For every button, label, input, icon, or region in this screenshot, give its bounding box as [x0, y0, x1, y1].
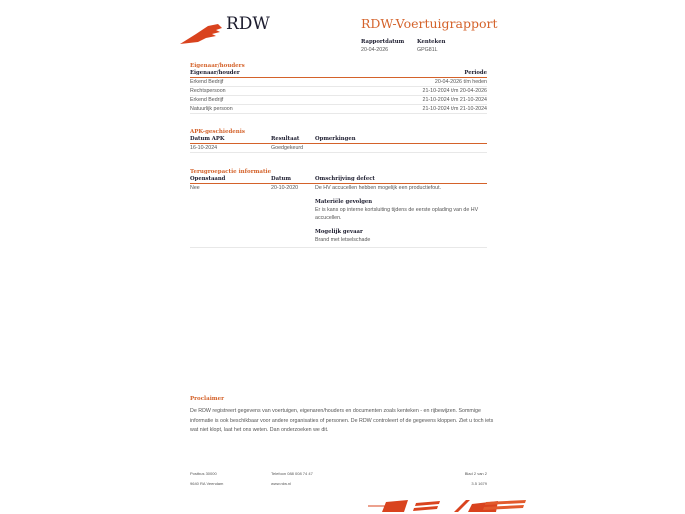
apk-title: APK-geschiedenis	[190, 129, 245, 135]
owner: Erkend Bedrijf	[190, 97, 224, 103]
recall-title: Terugroepactie informatie	[190, 169, 272, 175]
footer-page: Blad 2 van 2	[464, 471, 487, 476]
report-date: 20-04-2026	[361, 47, 389, 53]
period: 21-10-2024 t/m 21-10-2024	[422, 106, 487, 112]
logo-text: RDW	[226, 14, 270, 34]
recall-section	[190, 169, 487, 248]
recall-open: Nee	[190, 185, 200, 191]
recall-date: 20-10-2020	[271, 185, 299, 191]
apk-result: Goedgekeurd	[271, 145, 304, 151]
disclaimer-title: Proclaimer	[190, 396, 225, 402]
col-date: Datum	[271, 176, 291, 182]
col-notes: Opmerkingen	[315, 136, 356, 142]
col-result: Resultaat	[271, 136, 300, 142]
footer-web[interactable]: www.rdw.nl	[271, 481, 292, 486]
report-date-label: Rapportdatum	[361, 39, 405, 45]
period: 21-10-2024 t/m 21-10-2024	[422, 97, 487, 103]
owners-title: Eigenaar/houders	[190, 63, 245, 69]
rdw-stripes-icon	[368, 498, 528, 514]
col-apk-date: Datum APK	[190, 136, 225, 142]
table-row	[190, 96, 487, 105]
plate: GPG81L	[417, 47, 438, 53]
table-row	[190, 78, 487, 87]
col-owner: Eigenaar/houder	[190, 70, 240, 76]
rdw-logo-icon	[178, 22, 224, 46]
owners-section	[190, 63, 487, 114]
report-title: RDW-Voertuigrapport	[361, 16, 498, 31]
apk-date: 16-10-2024	[190, 145, 218, 151]
footer-address1: Postbus 30000	[190, 471, 217, 476]
danger: Brand met letselschade	[315, 237, 371, 243]
recall-desc: De HV accucellen hebben mogelijk een productiefout.	[315, 185, 442, 191]
disclaimer-section	[190, 396, 500, 436]
owner: Rechtspersoon	[190, 88, 226, 94]
apk-section	[190, 129, 487, 153]
consequences-label: Materiële gevolgen	[315, 199, 373, 205]
table-row	[190, 184, 487, 248]
table-row	[190, 87, 487, 96]
footer-code: 3.5 1679	[471, 481, 487, 486]
consequences: Er is kans op interne kortsluiting tijdens de eerste oplading van de HV accucellen.	[315, 207, 479, 221]
period: 21-10-2024 t/m 20-04-2026	[422, 88, 487, 94]
col-open: Openstaand	[190, 176, 226, 182]
table-row	[190, 144, 487, 153]
table-row	[190, 105, 487, 114]
danger-label: Mogelijk gevaar	[315, 229, 363, 235]
owner: Natuurlijk persoon	[190, 106, 233, 112]
footer-phone: Telefoon 088 008 74 47	[271, 471, 313, 476]
owner: Erkend Bedrijf	[190, 79, 224, 85]
col-period: Periode	[464, 70, 487, 76]
footer-address2: 9640 RA Veendam	[190, 481, 224, 486]
col-desc: Omschrijving defect	[315, 176, 375, 182]
disclaimer-text: De RDW registreert gegevens van voertuigen, eigenaren/houders en documenten zoals kenteken - en rijbewijzen. Sommige informatie is ook beschikbaar voor andere organisaties of personen. De RDW controleert of de gegevens kloppen. Ziet u toch iets wat niet klopt, laat het ons weten. Dan onderzoeken we dit.	[190, 408, 494, 433]
period: 20-04-2026 t/m heden	[434, 79, 487, 85]
plate-label: Kenteken	[417, 39, 446, 45]
